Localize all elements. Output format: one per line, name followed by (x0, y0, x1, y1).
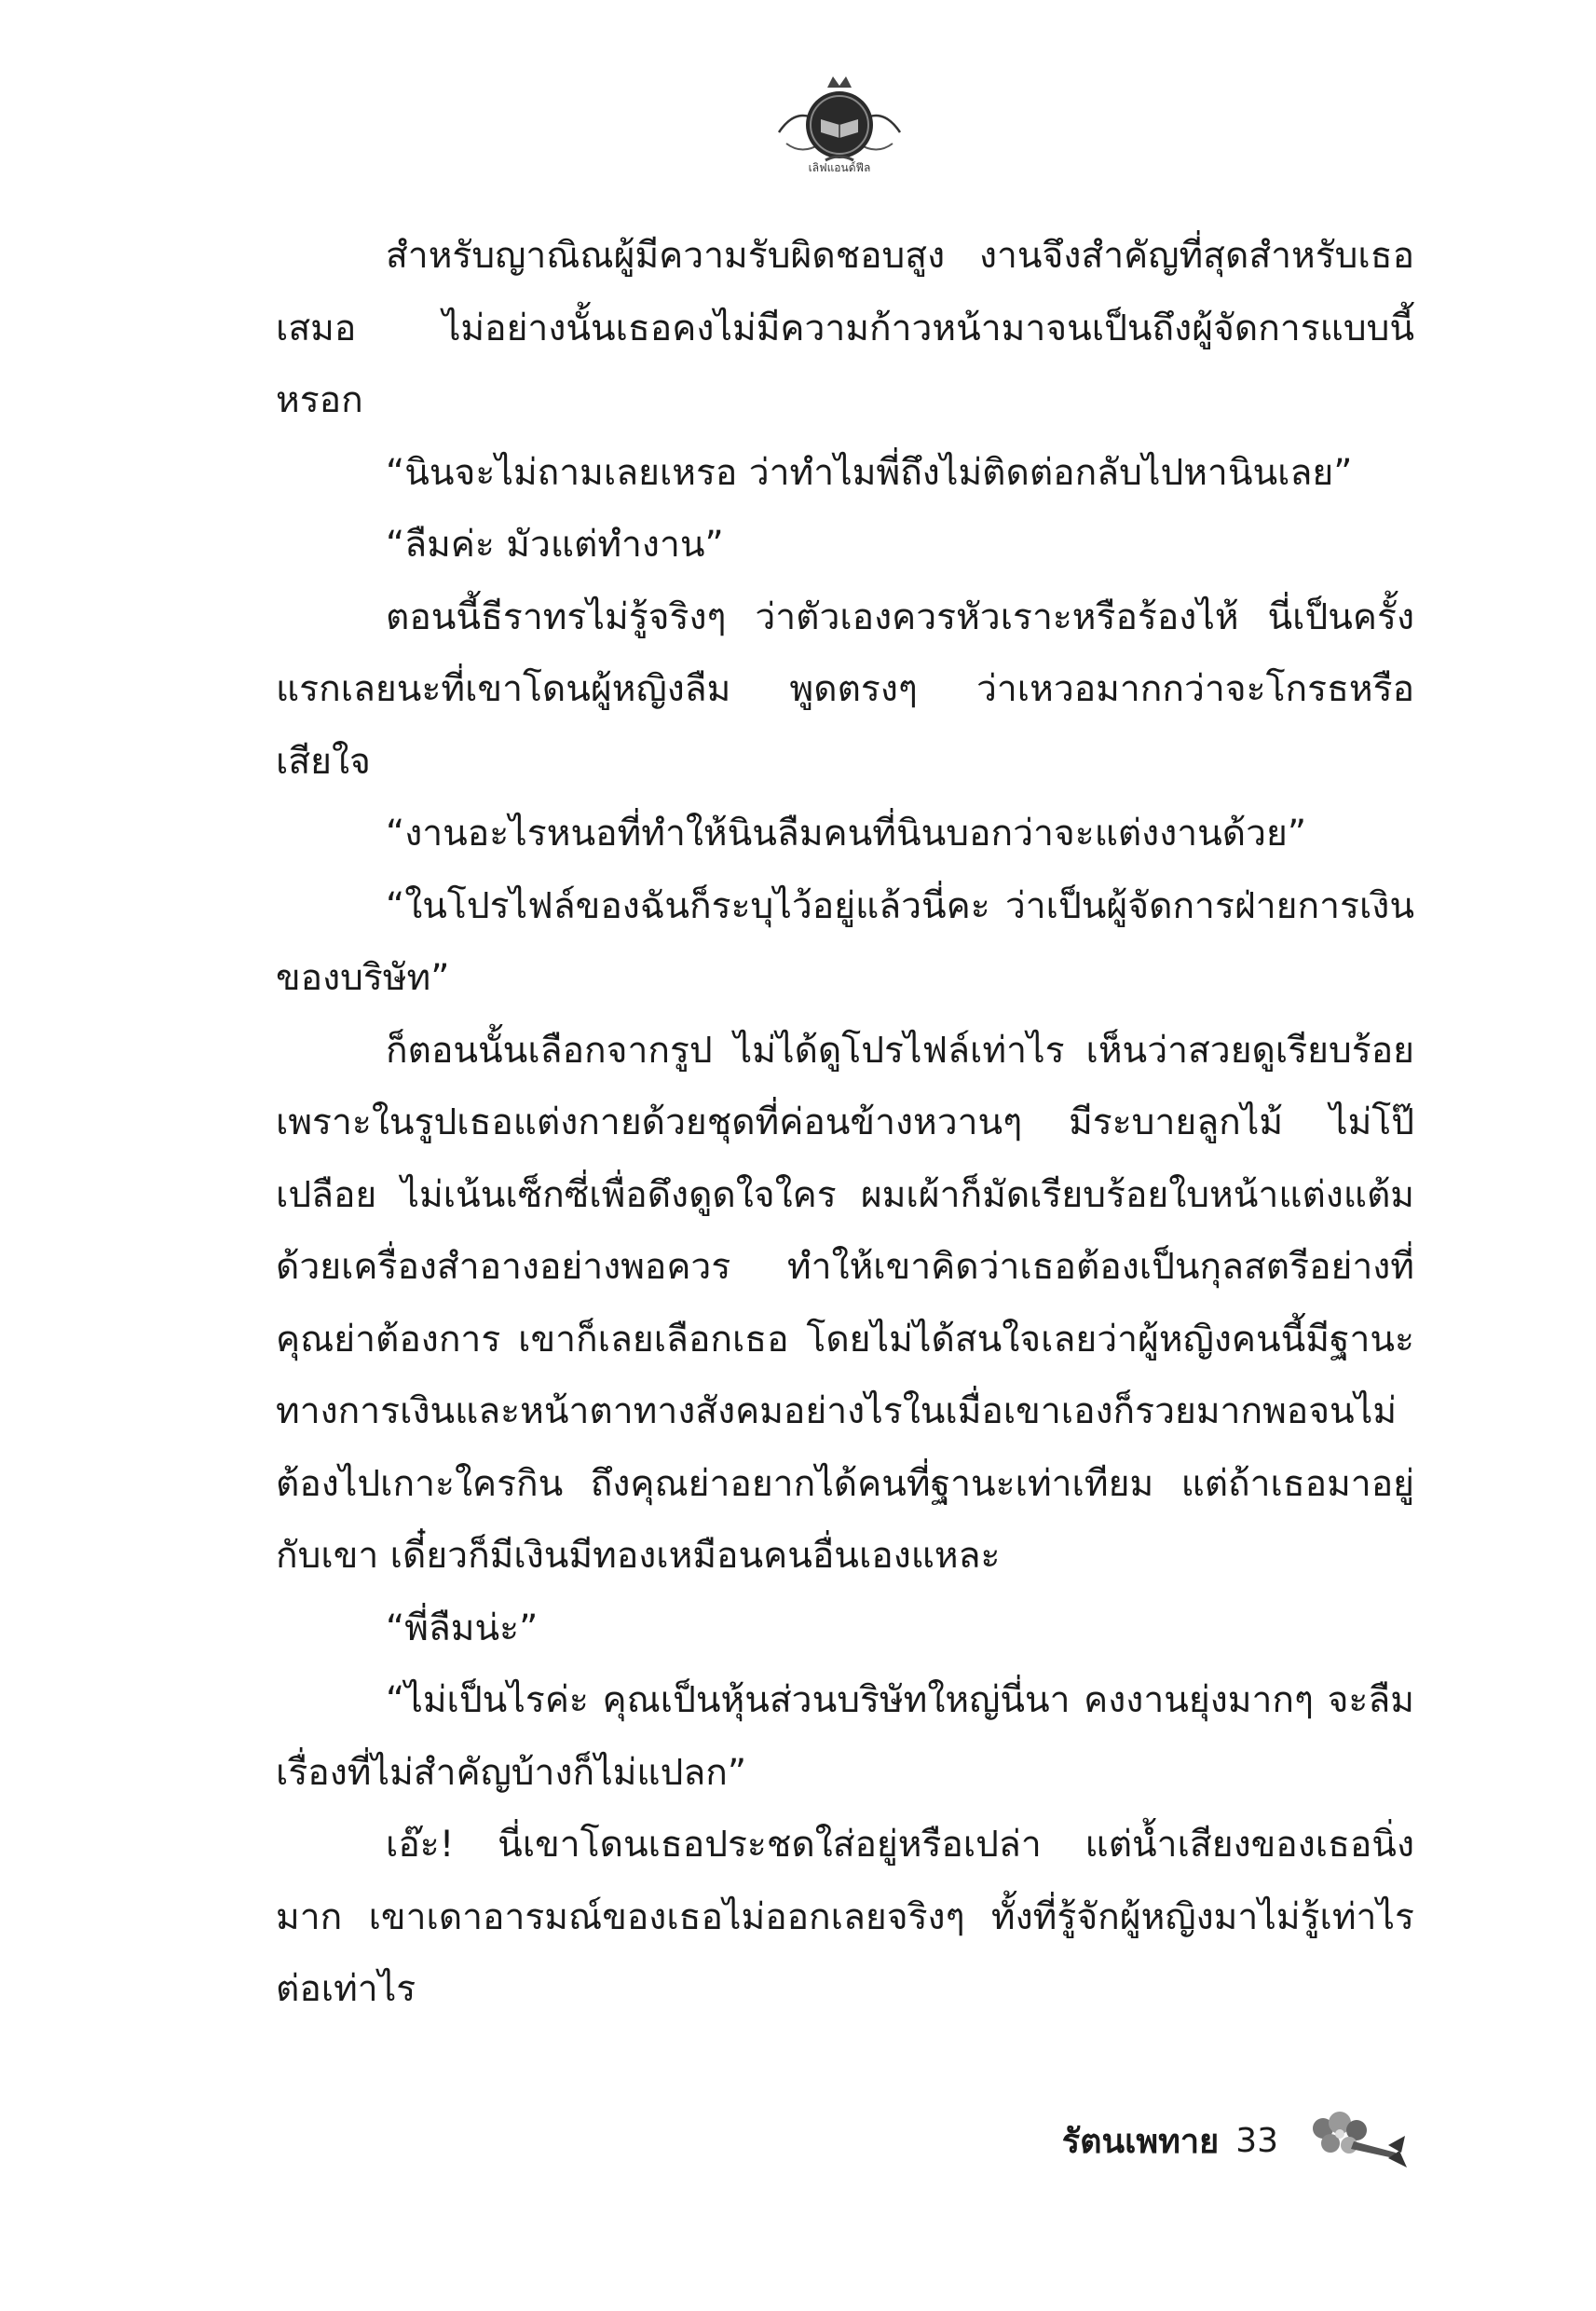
paragraph: “พี่ลืมน่ะ” (386, 1607, 539, 1649)
svg-text:เลิฟแอนด์ฟีล: เลิฟแอนด์ฟีล (808, 161, 871, 174)
page-footer (1062, 2108, 1414, 2173)
paragraph: ตอนนี้ธีราทรไม่รู้จริงๆ ว่าตัวเองควรหัวเราะหรือร้องไห้ นี่เป็นครั้งแรกเลยนะที่เขาโดนผู้หญิงลืม พูดตรงๆ ว่าเหวอมากกว่าจะโกรธหรือเสียใจ (276, 595, 1414, 783)
paragraph: ก็ตอนนั้นเลือกจากรูป ไม่ได้ดูโปรไฟล์เท่าไร เห็นว่าสวยดูเรียบร้อย เพราะในรูปเธอแต่งกายด้วยชุดที่ค่อนข้างหวานๆ มีระบายลูกไม้ ไม่โป๊เปลือย ไม่เน้นเซ็กซี่เพื่อดึงดูดใจใคร ผมเผ้าก็มัดเรียบร้อยใบหน้าแต่งแต้มด้วยเครื่องสำอางอย่างพอควร ทำให้เขาคิดว่าเธอต้องเป็นกุลสตรีอย่างที่คุณย่าต้องการ เขาก็เลยเลือกเธอ โดยไม่ได้สนใจเลยว่าผู้หญิงคนนี้มีฐานะทางการเงินและหน้าตาทางสังคมอย่างไรในเมื่อเขาเองก็รวยมากพอจนไม่ต้องไปเกาะใครกิน ถึงคุณย่าอยากได้คนที่ฐานะเท่าเทียม แต่ถ้าเธอมาอยู่กับเขา เดี๋ยวก็มีเงินมีทองเหมือนคนอื่นเองแหละ (276, 1029, 1414, 1577)
publisher-crest-icon (770, 67, 909, 179)
paragraph: “งานอะไรหนอที่ทำให้นินลืมคนที่นินบอกว่าจะแต่งงานด้วย” (386, 813, 1307, 855)
paragraph: สำหรับญาณิณผู้มีความรับผิดชอบสูง งานจึงสำคัญที่สุดสำหรับเธอเสมอ ไม่อย่างนั้นเธอคงไม่มีความก้าวหน้ามาจนเป็นถึงผู้จัดการแบบนี้หรอก (276, 235, 1414, 421)
paragraph: เอ๊ะ! นี่เขาโดนเธอประชดใส่อยู่หรือเปล่า แต่น้ำเสียงของเธอนิ่งมาก เขาเดาอารมณ์ของเธอไม่ออกเลยจริงๆ ทั้งที่รู้จักผู้หญิงมาไม่รู้เท่าไรต่อเท่าไร (276, 1824, 1414, 2010)
flower-bouquet-icon (1303, 2108, 1414, 2173)
paragraph: “ไม่เป็นไรค่ะ คุณเป็นหุ้นส่วนบริษัทใหญ่นี่นา คงงานยุ่งมากๆ จะลืมเรื่องที่ไม่สำคัญบ้างก็ไม่แปลก” (276, 1679, 1414, 1794)
book-title: รัตนเพทาย (1061, 2122, 1220, 2161)
body-text (276, 220, 1414, 2026)
page-number: 33 (1235, 2121, 1278, 2160)
paragraph: “ในโปรไฟล์ของฉันก็ระบุไว้อยู่แล้วนี่คะ ว่าเป็นผู้จัดการฝ่ายการเงินของบริษัท” (276, 884, 1414, 999)
paragraph: “ลืมค่ะ มัวแต่ทำงาน” (386, 524, 724, 566)
paragraph: “นินจะไม่ถามเลยเหรอ ว่าทำไมพี่ถึงไม่ติดต่อกลับไปหานินเลย” (386, 451, 1353, 494)
